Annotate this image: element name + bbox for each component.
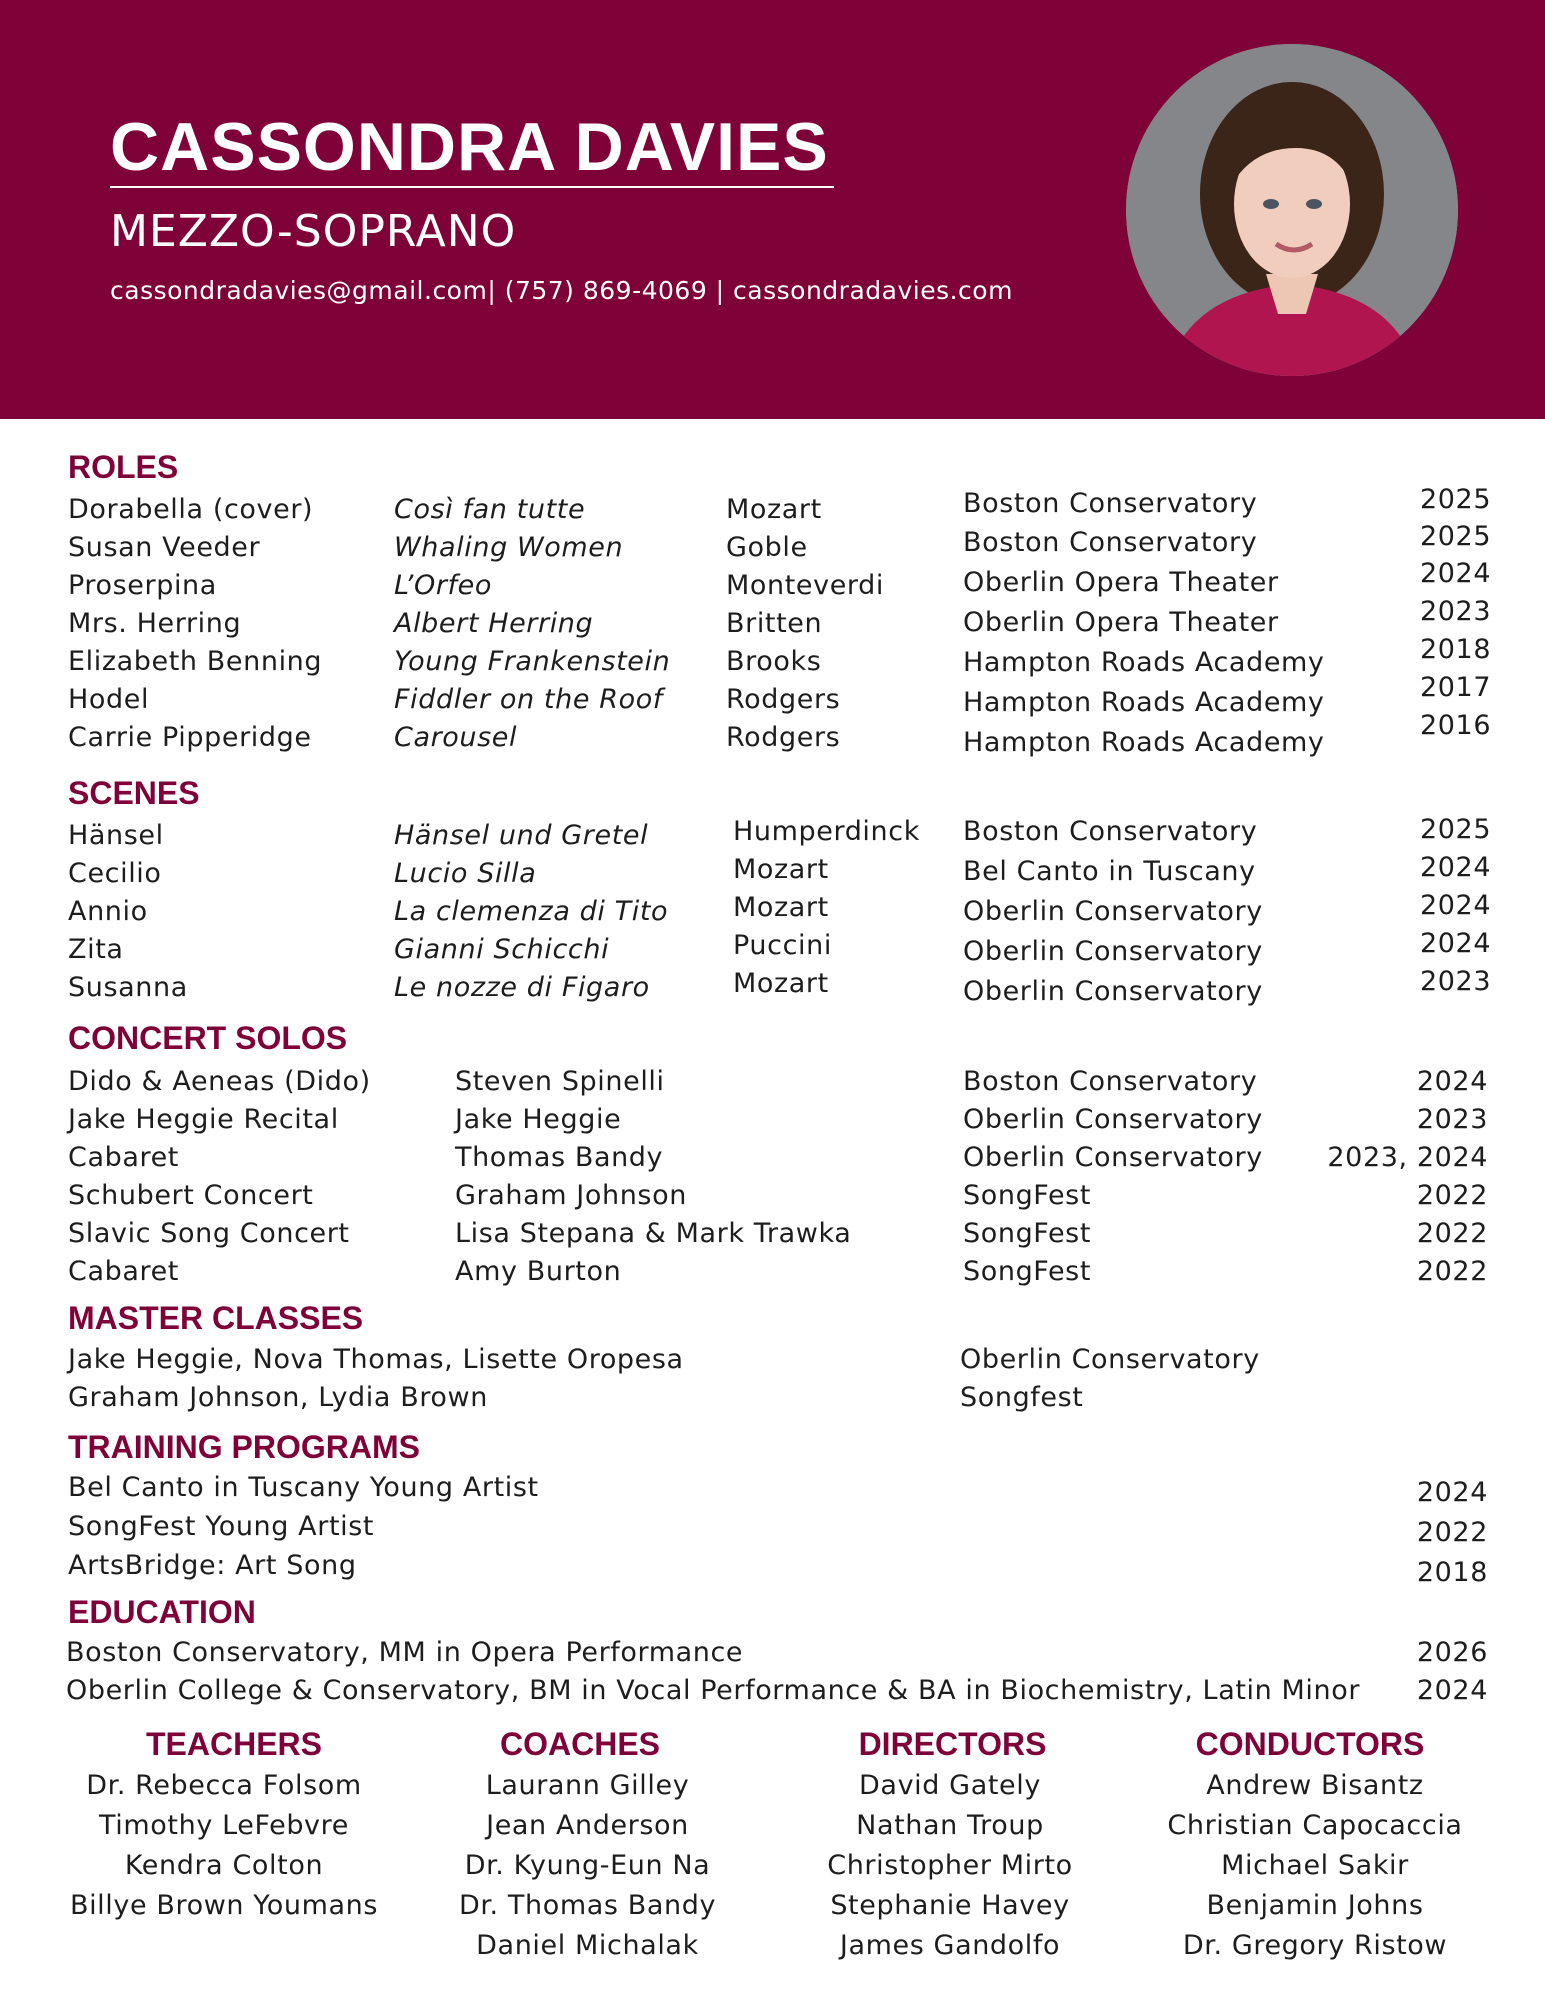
- section-heading-concert-solos: CONCERT SOLOS: [68, 1020, 348, 1056]
- master-class-people: Jake Heggie, Nova Thomas, Lisette Oropesa: [68, 1344, 684, 1375]
- master-class-venue: Songfest: [960, 1382, 1084, 1413]
- role-name: Proserpina: [68, 570, 217, 601]
- role-name: Carrie Pipperidge: [68, 722, 312, 753]
- concert-title: Dido & Aeneas (Dido): [68, 1066, 371, 1097]
- concert-title: Cabaret: [68, 1256, 179, 1287]
- director-name: Nathan Troup: [856, 1810, 1044, 1841]
- concert-year: 2023, 2024: [1327, 1142, 1488, 1173]
- education-degree: Boston Conservatory, MM in Opera Performance: [66, 1637, 744, 1668]
- concert-person: Lisa Stepana & Mark Trawka: [455, 1218, 852, 1249]
- concert-person: Thomas Bandy: [455, 1142, 664, 1173]
- concert-venue: Oberlin Conservatory: [963, 1104, 1263, 1135]
- coach-name: Jean Anderson: [486, 1810, 689, 1841]
- role-composer: Rodgers: [726, 722, 841, 753]
- scene-role: Hänsel: [68, 820, 164, 851]
- master-class-people: Graham Johnson, Lydia Brown: [68, 1382, 488, 1413]
- role-year: 2025: [1420, 484, 1492, 515]
- teacher-name: Billye Brown Youmans: [69, 1890, 379, 1921]
- scene-work: La clemenza di Tito: [394, 896, 669, 927]
- section-heading-roles: ROLES: [68, 449, 179, 485]
- scene-role: Annio: [68, 896, 148, 927]
- teacher-name: Dr. Rebecca Folsom: [86, 1770, 362, 1801]
- training-year: 2024: [1416, 1477, 1488, 1508]
- teachers-heading: TEACHERS: [145, 1726, 322, 1762]
- role-company: Oberlin Opera Theater: [963, 607, 1279, 638]
- role-work: L’Orfeo: [394, 570, 492, 601]
- directors-heading: DIRECTORS: [858, 1726, 1047, 1762]
- role-composer: Rodgers: [726, 684, 841, 715]
- education-year: 2024: [1416, 1675, 1488, 1706]
- concert-venue: SongFest: [963, 1256, 1092, 1287]
- master-class-venue: Oberlin Conservatory: [960, 1344, 1260, 1375]
- scene-composer: Mozart: [733, 892, 829, 923]
- concert-venue: Oberlin Conservatory: [963, 1142, 1263, 1173]
- concert-title: Slavic Song Concert: [68, 1218, 350, 1249]
- scene-company: Boston Conservatory: [963, 816, 1258, 847]
- concert-title: Schubert Concert: [68, 1180, 314, 1211]
- role-company: Hampton Roads Academy: [963, 687, 1325, 718]
- role-year: 2018: [1420, 634, 1492, 665]
- concert-year: 2022: [1416, 1180, 1488, 1211]
- director-name: Stephanie Havey: [830, 1890, 1070, 1921]
- headshot-photo: [1126, 44, 1458, 376]
- concert-title: Jake Heggie Recital: [68, 1104, 339, 1135]
- scene-role: Cecilio: [68, 858, 162, 889]
- scene-company: Bel Canto in Tuscany: [963, 856, 1256, 887]
- scene-company: Oberlin Conservatory: [963, 896, 1263, 927]
- scene-year: 2025: [1420, 814, 1492, 845]
- role-work: Albert Herring: [394, 608, 594, 639]
- name-underline: [110, 186, 834, 188]
- role-year: 2025: [1420, 521, 1492, 552]
- role-composer: Monteverdi: [726, 570, 884, 601]
- concert-year: 2022: [1416, 1218, 1488, 1249]
- role-work: Young Frankenstein: [394, 646, 671, 677]
- scene-year: 2024: [1420, 890, 1492, 921]
- voice-type: MEZZO-SOPRANO: [110, 206, 517, 257]
- role-composer: Mozart: [726, 494, 822, 525]
- concert-year: 2022: [1416, 1256, 1488, 1287]
- conductor-name: Benjamin Johns: [1206, 1890, 1424, 1921]
- role-name: Dorabella (cover): [68, 494, 314, 525]
- teacher-name: Kendra Colton: [124, 1850, 324, 1881]
- role-year: 2024: [1420, 558, 1492, 589]
- role-name: Hodel: [68, 684, 150, 715]
- training-year: 2018: [1416, 1557, 1488, 1588]
- concert-year: 2024: [1416, 1066, 1488, 1097]
- scene-work: Gianni Schicchi: [394, 934, 610, 965]
- section-heading-master-classes: MASTER CLASSES: [68, 1300, 364, 1336]
- scene-company: Oberlin Conservatory: [963, 936, 1263, 967]
- conductors-heading: CONDUCTORS: [1195, 1726, 1425, 1762]
- concert-venue: Boston Conservatory: [963, 1066, 1258, 1097]
- role-composer: Britten: [726, 608, 823, 639]
- performer-name: CASSONDRA DAVIES: [110, 109, 829, 185]
- concert-person: Jake Heggie: [455, 1104, 622, 1135]
- director-name: David Gately: [859, 1770, 1041, 1801]
- scene-composer: Mozart: [733, 854, 829, 885]
- section-heading-scenes: SCENES: [68, 775, 200, 811]
- contact-line: cassondradavies@gmail.com| (757) 869-4069 | cassondradavies.com: [110, 276, 1013, 305]
- concert-person: Graham Johnson: [455, 1180, 687, 1211]
- role-work: Whaling Women: [394, 532, 624, 563]
- scene-work: Hänsel und Gretel: [394, 820, 649, 851]
- coach-name: Dr. Thomas Bandy: [458, 1890, 717, 1921]
- conductor-name: Dr. Gregory Ristow: [1182, 1930, 1448, 1961]
- role-name: Mrs. Herring: [68, 608, 242, 639]
- coach-name: Laurann Gilley: [485, 1770, 690, 1801]
- concert-title: Cabaret: [68, 1142, 179, 1173]
- role-name: Elizabeth Benning: [68, 646, 323, 677]
- role-year: 2023: [1420, 596, 1492, 627]
- role-company: Boston Conservatory: [963, 527, 1258, 558]
- conductor-name: Andrew Bisantz: [1206, 1770, 1424, 1801]
- scene-composer: Puccini: [733, 930, 832, 961]
- training-year: 2022: [1416, 1517, 1488, 1548]
- scene-role: Zita: [68, 934, 124, 965]
- concert-year: 2023: [1416, 1104, 1488, 1135]
- role-year: 2017: [1420, 672, 1492, 703]
- concert-venue: SongFest: [963, 1218, 1092, 1249]
- conductor-name: Michael Sakir: [1221, 1850, 1409, 1881]
- education-degree: Oberlin College & Conservatory, BM in Vocal Performance & BA in Biochemistry, Latin Minor: [66, 1675, 1361, 1706]
- section-heading-training-programs: TRAINING PROGRAMS: [68, 1429, 420, 1465]
- concert-person: Steven Spinelli: [455, 1066, 665, 1097]
- training-program: ArtsBridge: Art Song: [68, 1550, 357, 1581]
- header-banner: [0, 0, 1545, 419]
- scene-role: Susanna: [68, 972, 188, 1003]
- conductor-name: Christian Capocaccia: [1167, 1810, 1463, 1841]
- director-name: James Gandolfo: [839, 1930, 1061, 1961]
- director-name: Christopher Mirto: [827, 1850, 1073, 1881]
- headshot-illustration: [1126, 44, 1458, 376]
- role-name: Susan Veeder: [68, 532, 261, 563]
- scene-work: Lucio Silla: [394, 858, 537, 889]
- role-company: Hampton Roads Academy: [963, 727, 1325, 758]
- role-composer: Brooks: [726, 646, 822, 677]
- role-year: 2016: [1420, 710, 1492, 741]
- role-company: Boston Conservatory: [963, 488, 1258, 519]
- concert-venue: SongFest: [963, 1180, 1092, 1211]
- concert-person: Amy Burton: [455, 1256, 622, 1287]
- teacher-name: Timothy LeFebvre: [99, 1810, 349, 1841]
- coaches-heading: COACHES: [499, 1726, 660, 1762]
- role-company: Hampton Roads Academy: [963, 647, 1325, 678]
- role-work: Carousel: [394, 722, 518, 753]
- role-composer: Goble: [726, 532, 808, 563]
- scene-work: Le nozze di Figaro: [394, 972, 650, 1003]
- scene-company: Oberlin Conservatory: [963, 976, 1263, 1007]
- role-work: Fiddler on the Roof: [394, 684, 663, 715]
- role-company: Oberlin Opera Theater: [963, 567, 1279, 598]
- coach-name: Dr. Kyung-Eun Na: [464, 1850, 711, 1881]
- training-program: Bel Canto in Tuscany Young Artist: [68, 1472, 539, 1503]
- coach-name: Daniel Michalak: [476, 1930, 699, 1961]
- training-program: SongFest Young Artist: [68, 1511, 375, 1542]
- scene-composer: Humperdinck: [733, 816, 920, 847]
- scene-year: 2024: [1420, 928, 1492, 959]
- scene-year: 2023: [1420, 966, 1492, 997]
- education-year: 2026: [1416, 1637, 1488, 1668]
- section-heading-education: EDUCATION: [68, 1594, 256, 1630]
- role-work: Così fan tutte: [394, 494, 586, 525]
- scene-year: 2024: [1420, 852, 1492, 883]
- scene-composer: Mozart: [733, 968, 829, 999]
